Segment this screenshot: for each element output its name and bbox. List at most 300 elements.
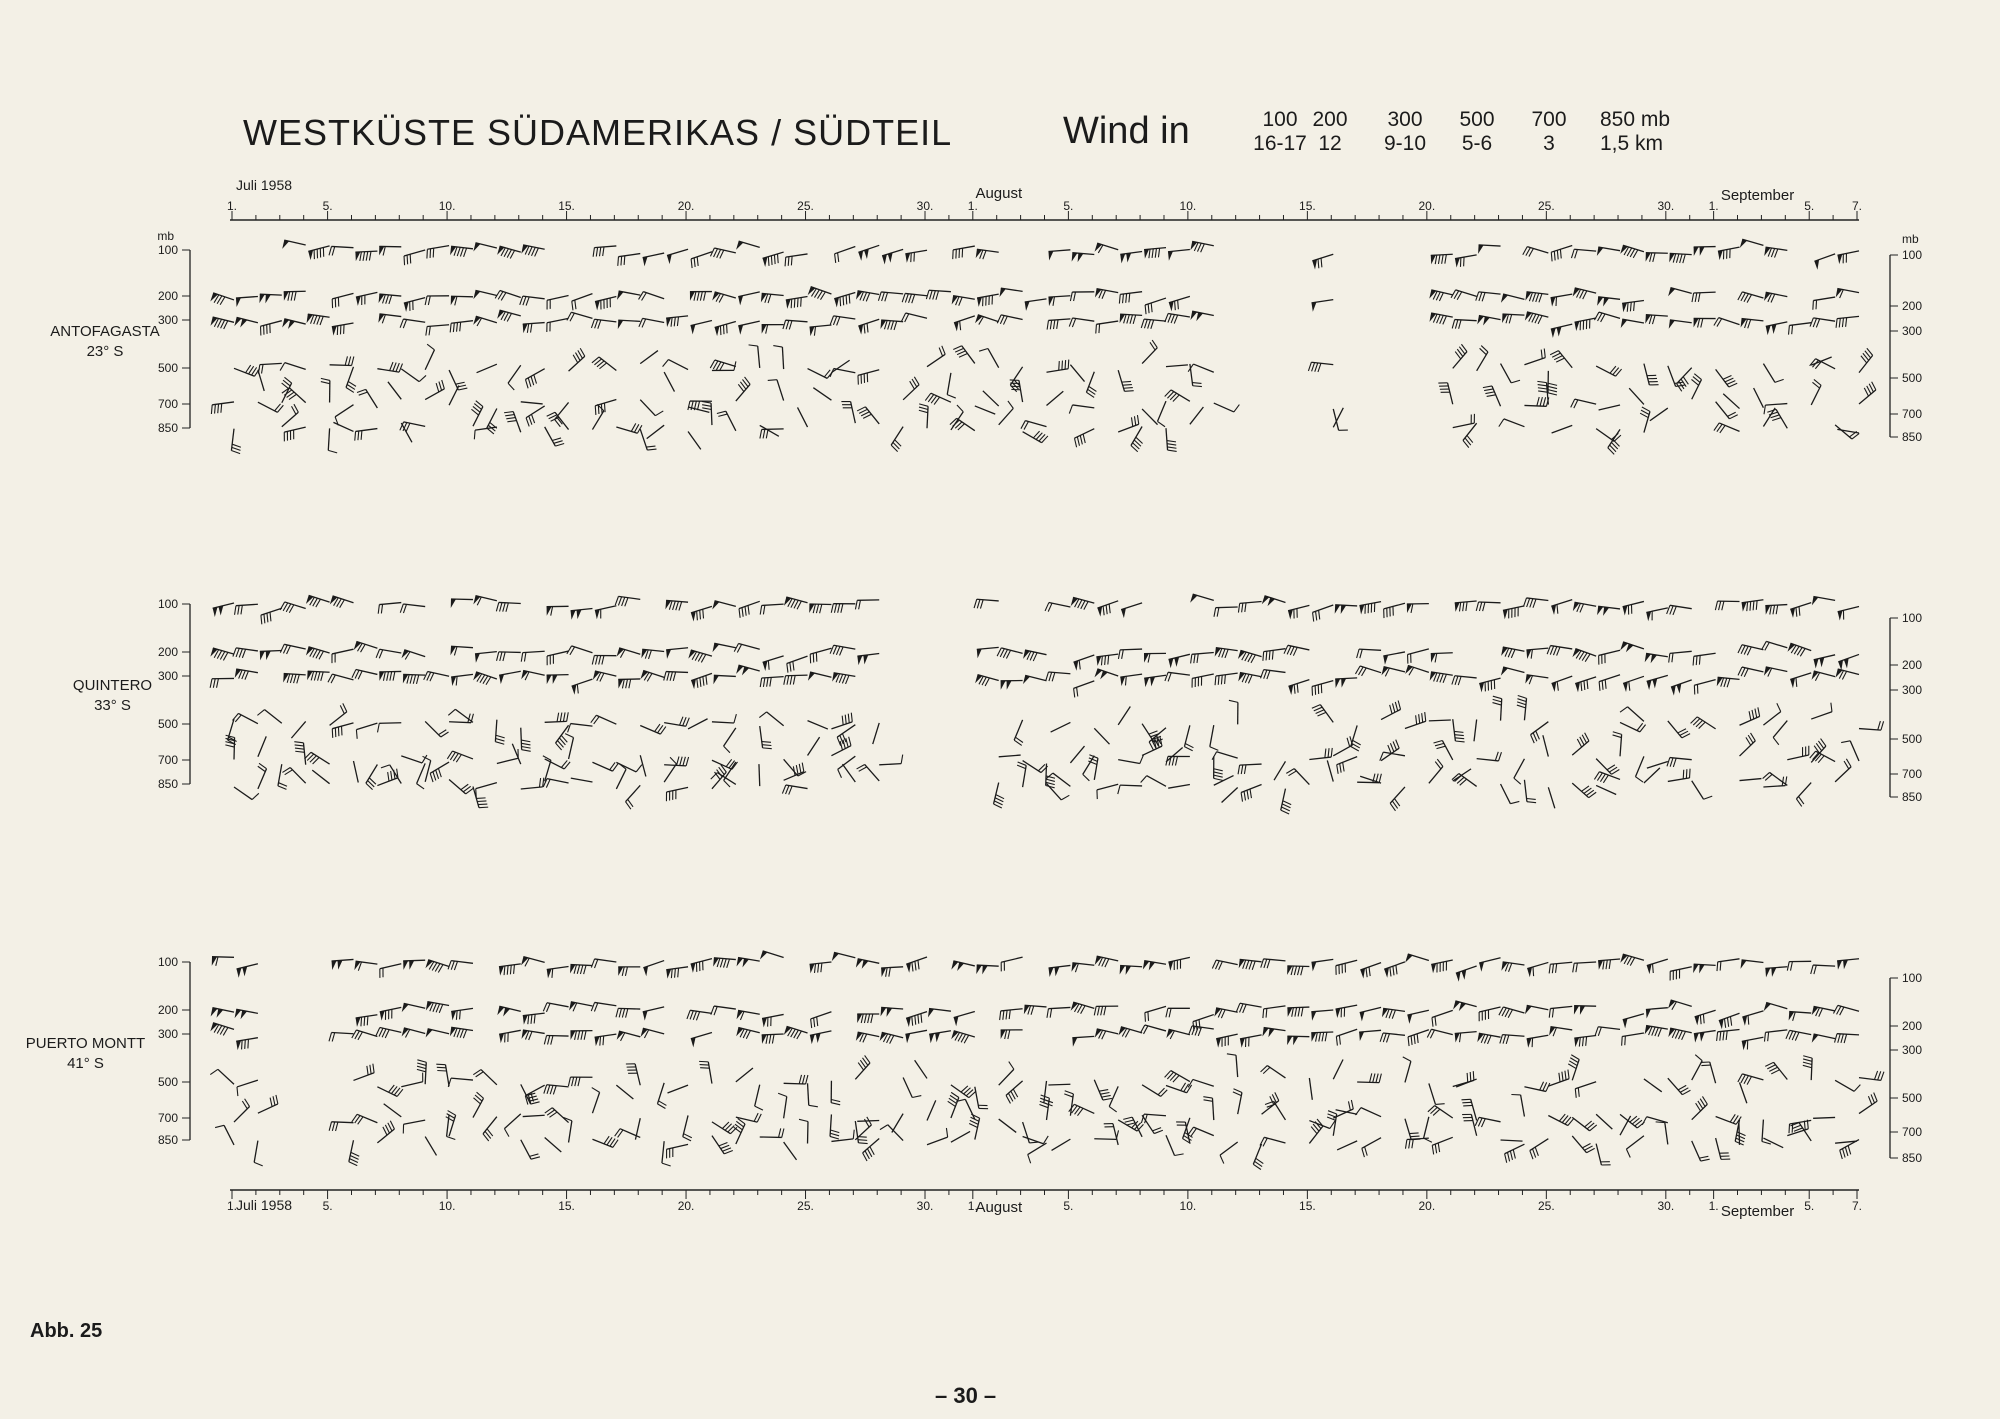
barb-feather: [1503, 1035, 1506, 1044]
barb-feather: [969, 1090, 976, 1098]
barb-feather: [448, 960, 451, 969]
wind-barb: [1763, 359, 1783, 384]
barb-pennant: [667, 254, 674, 264]
barb-shaft: [380, 964, 401, 969]
barb-shaft: [1096, 321, 1118, 324]
wind-barb: [1430, 1010, 1456, 1026]
wind-barb: [305, 751, 330, 771]
wind-barb: [232, 712, 257, 731]
wind-barb: [1741, 319, 1764, 330]
barb-feather: [1701, 1157, 1710, 1162]
barb-feather: [1383, 1033, 1386, 1042]
barb-pennant: [691, 324, 698, 334]
barb-feather: [1696, 1101, 1704, 1109]
barb-feather: [1064, 1094, 1073, 1097]
wind-barb: [1184, 725, 1199, 750]
barb-feather: [408, 254, 412, 263]
barb-feather: [1298, 966, 1300, 975]
barb-shaft: [929, 1031, 951, 1035]
barb-feather: [363, 295, 367, 304]
wind-barb: [829, 713, 855, 729]
barb-feather: [486, 1129, 494, 1136]
wind-barb: [425, 325, 450, 336]
wind-barb: [1431, 960, 1454, 973]
barb-feather: [1445, 961, 1449, 970]
barb-feather: [1500, 1034, 1503, 1043]
wind-barb: [1572, 649, 1596, 665]
barb-feather: [1026, 1155, 1032, 1164]
wind-barb: [1548, 371, 1557, 395]
barb-feather: [419, 374, 426, 382]
barb-feather: [1600, 681, 1605, 690]
barb-feather: [1440, 387, 1449, 391]
wind-barb: [1046, 319, 1071, 330]
barb-pennant: [1341, 605, 1346, 614]
wind-barb: [235, 669, 258, 682]
wind-barb: [760, 951, 784, 966]
wind-barb: [354, 641, 378, 656]
barb-shaft: [1692, 380, 1702, 400]
barb-pennant: [742, 959, 748, 969]
wind-barb: [1764, 247, 1787, 259]
wind-barb: [836, 756, 861, 778]
barb-shaft: [1668, 778, 1690, 782]
barb-feather: [605, 299, 609, 308]
wind-barb: [257, 708, 281, 730]
barb-feather: [1683, 254, 1686, 263]
barb-feather: [1170, 392, 1176, 401]
wind-barb: [892, 1114, 903, 1133]
barb-shaft: [312, 770, 329, 784]
barb-feather: [553, 1085, 556, 1094]
barb-feather: [698, 678, 703, 687]
barb-feather: [1487, 1010, 1491, 1019]
wind-barb: [259, 294, 281, 304]
barb-feather: [1539, 350, 1544, 359]
barb-shaft: [767, 712, 784, 726]
barb-feather: [909, 294, 912, 303]
barb-shaft: [842, 764, 855, 782]
barb-feather: [360, 431, 363, 440]
tick-label: 15.: [1299, 199, 1316, 213]
barb-feather: [843, 406, 852, 410]
wind-barb: [545, 423, 564, 448]
wind-barb: [1121, 603, 1145, 618]
barb-feather: [1682, 770, 1685, 779]
wind-barb: [210, 1023, 234, 1038]
wind-barb: [975, 406, 995, 414]
barb-shaft: [1740, 741, 1756, 756]
wind-barb: [448, 960, 473, 972]
barb-feather: [1008, 1010, 1011, 1019]
barb-feather: [1265, 651, 1268, 660]
barb-pennant: [618, 320, 624, 329]
barb-feather: [699, 1060, 708, 1063]
barb-pennant: [1335, 679, 1340, 688]
barb-feather: [1005, 1030, 1007, 1039]
barb-feather: [354, 431, 357, 440]
barb-shaft: [504, 1114, 520, 1129]
wind-barb: [1118, 368, 1134, 394]
barb-feather: [1411, 1139, 1414, 1148]
wind-barb: [1309, 1078, 1312, 1100]
barb-feather: [232, 444, 241, 447]
wind-barb: [1692, 653, 1717, 665]
barb-feather: [1575, 249, 1578, 258]
barb-feather: [1838, 318, 1841, 327]
barb-feather: [760, 605, 763, 614]
wind-barb: [1693, 964, 1715, 974]
wind-barb: [1262, 649, 1287, 661]
barb-feather: [1559, 249, 1564, 258]
barb-shaft: [523, 1013, 545, 1016]
wind-barb: [1803, 379, 1822, 404]
barb-shaft: [1217, 752, 1238, 758]
barb-feather: [1692, 293, 1694, 302]
barb-feather: [1747, 735, 1755, 743]
barb-feather: [239, 649, 242, 658]
barb-feather: [978, 1104, 987, 1108]
barb-feather: [1667, 605, 1670, 614]
barb-feather: [258, 365, 261, 374]
barb-feather: [725, 324, 729, 333]
station-label-quintero: [55, 676, 170, 716]
barb-feather: [457, 247, 460, 256]
barb-feather: [639, 318, 643, 327]
wind-barb: [966, 1114, 980, 1139]
barb-feather: [381, 968, 385, 977]
level-label: 300: [157, 313, 178, 327]
level-height: 3: [1543, 132, 1555, 155]
wind-barb: [688, 650, 712, 665]
wind-barb: [1026, 1143, 1051, 1163]
wind-barb: [521, 957, 545, 971]
barb-feather: [449, 323, 452, 332]
wind-barb: [857, 654, 880, 666]
barb-shaft: [1596, 785, 1616, 794]
wind-barb: [1070, 746, 1084, 763]
barb-feather: [1436, 759, 1444, 766]
barb-feather: [623, 256, 626, 265]
barb-feather: [1045, 602, 1049, 611]
barb-feather: [1607, 448, 1616, 455]
barb-feather: [1464, 1119, 1473, 1123]
wind-barb: [377, 603, 402, 614]
wind-barb: [1645, 315, 1668, 325]
barb-feather: [282, 432, 286, 441]
barb-feather: [1517, 699, 1526, 702]
barb-shaft: [1835, 767, 1851, 782]
wind-barb: [1355, 665, 1381, 681]
barb-feather: [1219, 961, 1223, 970]
barb-feather: [1327, 748, 1330, 757]
wind-barb: [1527, 962, 1551, 977]
barb-feather: [788, 662, 793, 671]
barb-feather: [1509, 314, 1511, 323]
barb-shaft: [1001, 1009, 1023, 1011]
wind-barb: [591, 714, 617, 732]
barb-feather: [1807, 746, 1811, 755]
barb-feather: [1057, 361, 1060, 370]
barb-feather: [1585, 680, 1590, 689]
barb-shaft: [858, 370, 879, 376]
wind-barb: [402, 1120, 427, 1133]
barb-shaft: [1718, 959, 1740, 962]
barb-shaft: [865, 764, 880, 780]
wind-barb: [1742, 1037, 1765, 1050]
barb-pennant: [810, 1034, 817, 1044]
barb-shaft: [635, 1064, 640, 1085]
wind-barb: [400, 604, 425, 616]
wind-barb: [544, 712, 568, 722]
wind-barb: [1261, 669, 1286, 681]
barb-pennant: [643, 257, 650, 267]
wind-barb: [1311, 605, 1337, 622]
barb-feather: [464, 248, 467, 257]
barb-shaft: [401, 423, 412, 442]
barb-feather: [1695, 293, 1697, 302]
wind-barb: [1094, 728, 1109, 744]
wind-barb: [1787, 961, 1811, 970]
barb-feather: [368, 1065, 373, 1074]
barb-shaft: [333, 422, 353, 431]
barb-feather: [413, 675, 415, 684]
barb-feather: [584, 1031, 586, 1040]
barb-feather: [1325, 1032, 1327, 1041]
wind-barb: [1742, 1011, 1766, 1026]
wind-barb: [856, 1032, 879, 1045]
barb-feather: [1039, 1105, 1048, 1108]
wind-barb: [1483, 384, 1501, 410]
barb-feather: [544, 1035, 546, 1044]
wind-barb: [307, 314, 330, 326]
barb-pennant: [1603, 607, 1609, 617]
barb-feather: [816, 604, 818, 613]
barb-shaft: [1312, 254, 1333, 261]
wind-barb: [699, 1060, 712, 1085]
barb-shaft: [523, 651, 545, 652]
barb-shaft: [1596, 1144, 1601, 1165]
wind-barb: [1094, 1076, 1112, 1102]
barb-pennant: [1647, 680, 1654, 690]
barb-feather: [507, 383, 516, 390]
level-pressure: 300: [1387, 108, 1423, 131]
barb-feather: [1721, 1157, 1730, 1161]
barb-feather: [1268, 651, 1271, 660]
wind-barb: [567, 312, 593, 327]
barb-feather: [1595, 1027, 1598, 1036]
barb-feather: [1148, 320, 1151, 329]
barb-feather: [1417, 714, 1422, 723]
barb-feather: [591, 319, 594, 328]
barb-feather: [1246, 960, 1249, 969]
barb-shaft: [1765, 605, 1787, 606]
wind-barb: [830, 1114, 841, 1139]
barb-shaft: [353, 1073, 374, 1081]
tick-label: 1.: [1708, 199, 1719, 213]
barb-feather: [885, 292, 888, 301]
wind-barb: [618, 967, 640, 976]
wind-barb: [1762, 641, 1788, 657]
barb-shaft: [1424, 1117, 1429, 1138]
barb-feather: [1411, 604, 1413, 613]
barb-feather: [1843, 761, 1851, 769]
wind-barb: [1573, 1082, 1599, 1098]
wind-barb: [979, 347, 999, 372]
barb-feather: [791, 661, 796, 670]
wind-barb: [951, 246, 976, 259]
barb-feather: [1102, 290, 1106, 299]
barb-feather: [1458, 676, 1461, 685]
barb-feather: [1787, 962, 1789, 971]
wind-barb: [813, 388, 831, 401]
barb-feather: [594, 358, 601, 366]
barb-shaft: [1644, 768, 1660, 783]
wind-barb: [1455, 1032, 1478, 1043]
wind-barb: [1479, 678, 1503, 692]
barb-shaft: [759, 764, 760, 786]
barb-feather: [572, 1077, 574, 1086]
wind-barb: [640, 671, 664, 686]
wind-barb: [760, 677, 785, 687]
barb-feather: [1193, 385, 1202, 388]
barb-feather: [305, 751, 312, 760]
barb-shaft: [1837, 429, 1859, 433]
barb-pennant: [1121, 608, 1129, 618]
barb-shaft: [403, 960, 425, 961]
barb-feather: [624, 802, 632, 810]
barb-pennant: [976, 965, 981, 974]
level-label: 850: [157, 1133, 178, 1147]
barb-feather: [563, 712, 565, 721]
barb-feather: [1513, 778, 1522, 784]
barb-feather: [428, 296, 430, 305]
level-label: 700: [157, 753, 178, 767]
wind-barb: [474, 783, 500, 798]
barb-shaft: [1312, 681, 1333, 687]
barb-feather: [1688, 769, 1691, 778]
barb-feather: [599, 656, 601, 665]
barb-feather: [377, 605, 380, 614]
wind-barb: [1429, 1081, 1445, 1107]
barb-feather: [1107, 604, 1112, 613]
wind-barb: [403, 960, 425, 970]
wind-barb: [1382, 603, 1407, 618]
barb-feather: [592, 655, 594, 664]
barb-pennant: [1772, 324, 1779, 334]
wind-barb: [1262, 1028, 1285, 1040]
barb-feather: [496, 602, 498, 611]
barb-feather: [548, 300, 552, 309]
barb-shaft: [1763, 786, 1785, 787]
barb-feather: [1508, 648, 1512, 657]
barb-feather: [333, 728, 337, 737]
wind-barb: [897, 377, 921, 400]
wind-barb: [400, 421, 425, 435]
barb-feather: [1100, 1091, 1109, 1096]
wind-barb: [592, 246, 617, 257]
wind-barb: [1238, 673, 1261, 686]
barb-feather: [1171, 314, 1174, 323]
barb-feather: [1312, 1124, 1320, 1131]
barb-feather: [295, 744, 304, 747]
barb-feather: [1543, 397, 1545, 406]
wind-barb: [1692, 292, 1716, 302]
barb-shaft: [303, 743, 305, 765]
barb-shaft: [835, 246, 856, 253]
barb-shaft: [571, 778, 593, 782]
wind-barb: [282, 427, 307, 441]
barb-shaft: [1023, 765, 1027, 787]
wind-barb: [1715, 601, 1739, 610]
barb-shaft: [760, 726, 763, 748]
barb-shaft: [1109, 1086, 1118, 1106]
barb-feather: [1878, 721, 1881, 730]
barb-feather: [1316, 685, 1320, 694]
wind-barb: [873, 723, 879, 744]
barb-shaft: [1142, 1115, 1154, 1133]
barb-feather: [1803, 1065, 1812, 1067]
barb-feather: [1310, 1127, 1318, 1134]
barb-shaft: [762, 1014, 784, 1018]
barb-pennant: [1477, 316, 1484, 326]
barb-shaft: [473, 407, 483, 427]
barb-feather: [1613, 732, 1622, 735]
barb-feather: [1692, 685, 1696, 694]
wind-barb: [1190, 407, 1204, 424]
wind-barb: [1620, 714, 1646, 732]
barb-feather: [1765, 773, 1772, 781]
wind-barb: [999, 288, 1022, 300]
barb-feather: [1874, 1071, 1877, 1080]
barb-shaft: [1337, 1141, 1357, 1150]
barb-shaft: [499, 964, 521, 967]
barb-feather: [1118, 785, 1120, 794]
wind-barb: [1717, 677, 1740, 688]
wind-barb: [1120, 251, 1143, 263]
barb-shaft: [838, 756, 856, 769]
wind-barb: [784, 675, 808, 685]
barb-feather: [951, 250, 955, 259]
barb-feather: [1389, 803, 1397, 811]
barb-feather: [602, 300, 606, 309]
barb-feather: [1704, 794, 1713, 801]
barb-feather: [1295, 609, 1299, 618]
barb-pennant: [332, 961, 338, 970]
wind-barb: [401, 747, 427, 763]
barb-feather: [831, 604, 833, 613]
barb-pennant: [738, 325, 745, 335]
wind-barb: [1048, 250, 1071, 261]
barb-shaft: [356, 1030, 377, 1036]
wind-barb: [666, 648, 689, 659]
barb-shaft: [1047, 784, 1062, 800]
wind-barb: [353, 761, 358, 782]
wind-barb: [416, 1060, 426, 1084]
barb-feather: [1719, 1031, 1722, 1040]
wind-barb: [809, 604, 831, 614]
barb-shaft: [1572, 1136, 1586, 1153]
barb-feather: [543, 1002, 547, 1011]
wind-barb: [1072, 681, 1098, 698]
wind-barb: [1766, 322, 1789, 335]
wind-barb: [1014, 762, 1027, 787]
barb-feather: [1380, 1033, 1383, 1042]
barb-feather: [1649, 383, 1658, 387]
barb-feather: [622, 967, 624, 976]
barb-shaft: [667, 1144, 688, 1149]
wind-barb: [737, 601, 763, 618]
